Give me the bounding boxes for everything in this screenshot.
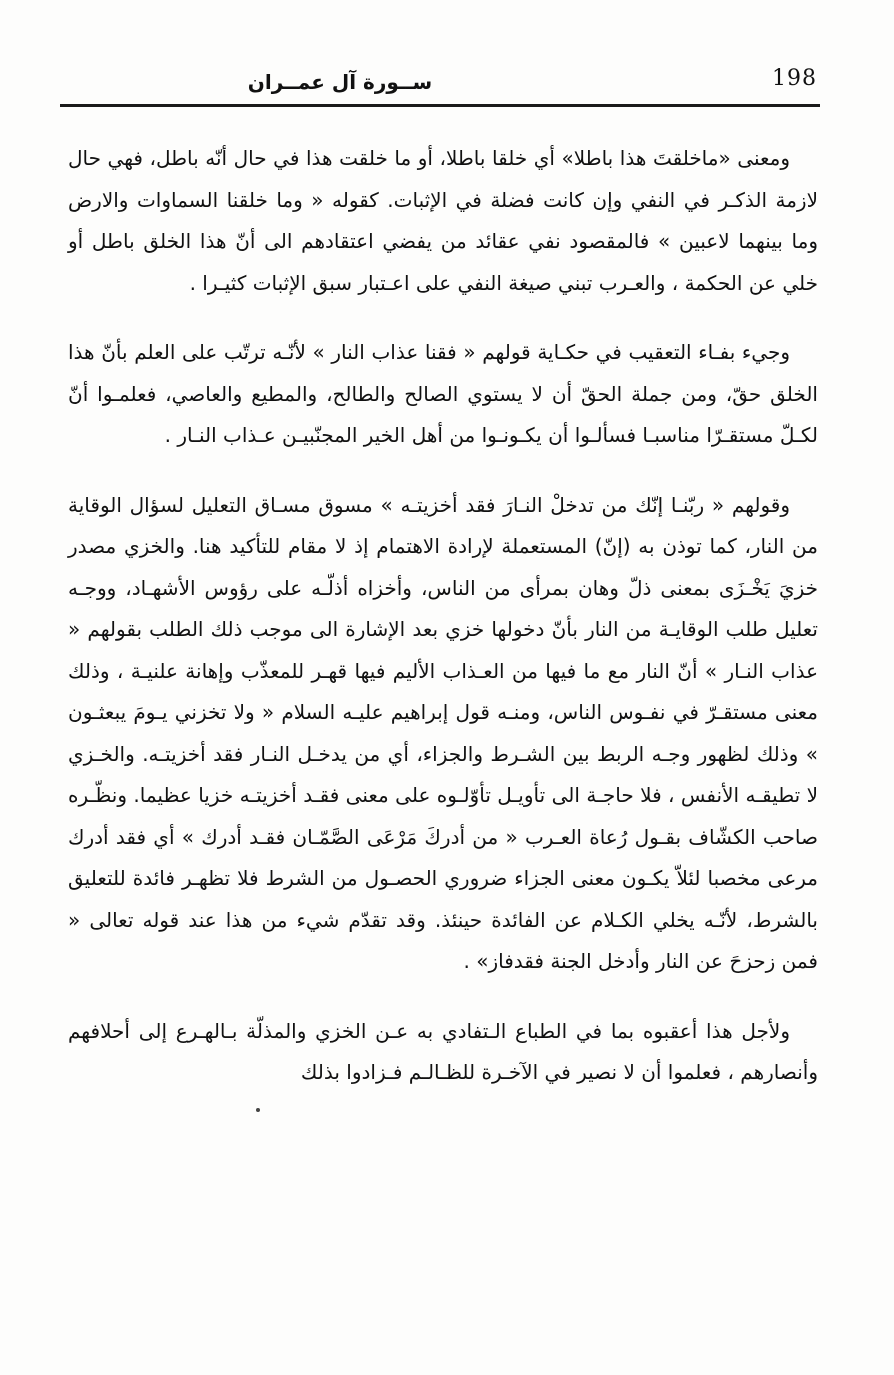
running-title: ســورة آل عمــران (247, 70, 433, 94)
paragraph-1: ومعنى «ماخلقتَ هذا باطلا» أي خلقا باطلا، أو ما خلقت هذا في حال أنّه باطل، فهي حال لازمة الذكـر في النفي وإن كانت فضلة في الإثبات. كقوله « وما خلقنا السماوات والارض وما بينهما لاعبين » فالمقصود نفي عقائد من يفضي اعتقادهم الى أنّ هذا الخلق باطل أو خلي عن الحكمة ، والعـرب تبني صيغة النفي على اعـتبار سبق الإثبات كثيـرا . (68, 146, 818, 295)
page-body (68, 138, 818, 1122)
page-header (60, 66, 820, 106)
header-rule (60, 104, 820, 107)
paragraph-2: وجيء بفـاء التعقيب في حكـاية قولهم « فقنا عذاب النار » لأنّـه ترتّب على العلم بأنّ هذا الخلق حقّ، ومن جملة الحقّ أن لا يستوي الصالح والطالح، والمطيع والعاصي، فعلمـوا أنّ لكـلّ مستقـرّا مناسبـا فسألـوا أن يكـونـوا من أهل الخير المجنّبيـن عـذاب النـار . (68, 340, 818, 447)
page-number: 198 (772, 66, 817, 91)
paragraph-3: وقولهم « ربّنـا إنّك من تدخلْ النـارَ فقد أخزيتـه » مسوق مسـاق التعليل لسؤال الوقاية من النار، كما توذن به (إنّ) المستعملة لإرادة الاهتمام إذ لا مقام للتأكيد هنا. والخزي مصدر خزيَ يَخْـزَى بمعنى ذلّ وهان بمرأى من الناس، وأخزاه أذلّـه على رؤوس الأشهـاد، ووجـه تعليل طلب الوقايـة من النار بأنّ دخولها خزي بعد الإشارة الى موجب ذلك الطلب بقولهم « عذاب النـار » أنّ النار مع ما فيها من العـذاب الأليم فيها قهـر للمعذّب وإهانة علنيـة ، وذلك معنى مستقـرّ في نفـوس الناس، ومنـه قول إبراهيم عليـه السلام « ولا تخزني يـومَ يبعثـون » وذلك لظهور وجـه الربط بين الشـرط والجزاء، أي من يدخـل النـار فقد أخزيتـه. والخـزي لا تطيقـه الأنفس ، فلا حاجـة الى تأويـل تأوّلـوه على معنى فقـد أخزيتـه خزيا عظيما. ونظّـره صاحب الكشّاف بقـول رُعاة العـرب « من أدركَ مَرْعَى الصَّمّـان فقـد أدرك » أي فقد أدرك مرعى مخصبا لئلاّ يكـون معنى الجزاء ضروري الحصـول من الشرط فلا تظهـر فائدة للتعليق بالشرط، لأنّـه يخلي الكـلام عن الفائدة حينئذ. وقد تقدّم شيء من هذا عند قوله تعالى « فمن زحزحَ عن النار وأدخل الجنة فقدفاز» . (68, 492, 818, 973)
paragraph-4: ولأجل هذا أعقبوه بما في الطباع الـتفادي به عـن الخزي والمذلّة بـالهـرع إلى أحلافهم وأنصارهم ، فعلموا أن لا نصير في الآخـرة للظـالـم فـزادوا بذلك (68, 1018, 818, 1084)
print-speck (256, 1108, 260, 1112)
